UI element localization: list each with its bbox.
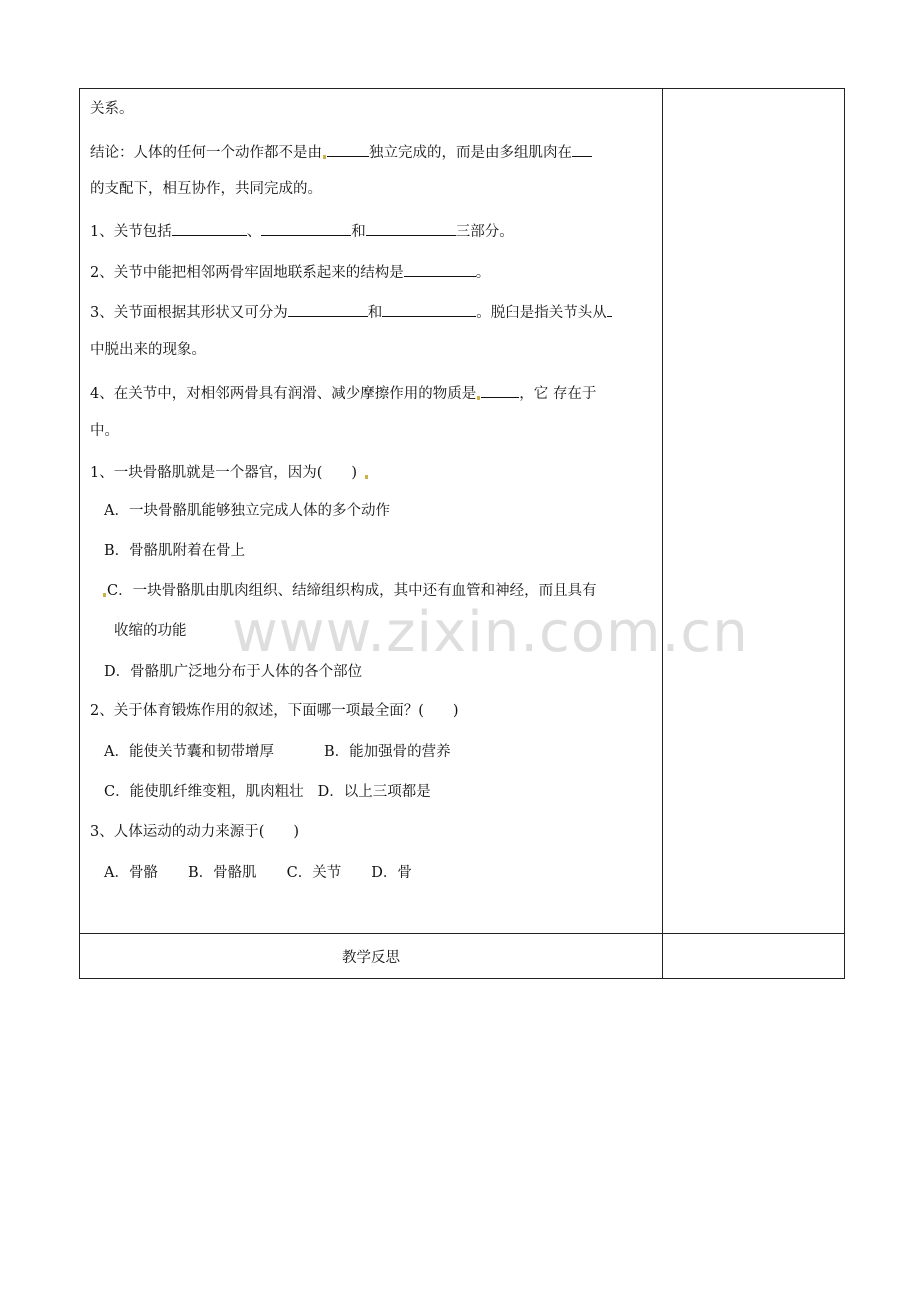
- mark-dot: [103, 593, 106, 597]
- question-line: 3、关节面根据其形状又可分为 和 。脱臼是指关节头从: [90, 301, 612, 323]
- question-line: 1、关节包括 、 和 三部分。: [90, 220, 514, 242]
- option-line: A．能使关节囊和韧带增厚 B．能加强骨的营养: [104, 744, 451, 760]
- answer-blank: [572, 141, 592, 157]
- answer-blank: [404, 261, 476, 277]
- mark-dot: [477, 396, 480, 400]
- option-line: C．一块骨骼肌由肌肉组织、结缔组织构成，其中还有血管和神经，而且具有: [102, 581, 597, 601]
- question-line: 2、关节中能把相邻两骨牢固地联系起来的结构是 。: [90, 261, 490, 283]
- answer-blank: [288, 301, 368, 317]
- text-line: 中脱出来的现象。: [90, 342, 206, 358]
- answer-blank: [261, 220, 351, 236]
- option-line: 收缩的功能: [114, 623, 187, 639]
- watermark: www.zixin.com.cn: [232, 600, 749, 665]
- worksheet-table: [79, 88, 845, 979]
- conclusion-line: 结论：人体的任何一个动作都不是由 独立完成的，而是由多组肌肉在: [90, 141, 592, 163]
- column-divider: [662, 89, 663, 978]
- answer-blank: [382, 301, 476, 317]
- answer-blank: [172, 220, 247, 236]
- answer-blank: [481, 382, 519, 398]
- option-line: B．骨骼肌附着在骨上: [104, 543, 246, 559]
- option-line: C．能使肌纤维变粗，肌肉粗壮 D．以上三项都是: [104, 784, 431, 800]
- option-line: D．骨骼肌广泛地分布于人体的各个部位: [104, 664, 363, 680]
- text-line: 关系。: [90, 101, 134, 117]
- text-line: 中。: [90, 423, 119, 439]
- answer-blank: [607, 301, 612, 317]
- answer-blank: [327, 141, 369, 157]
- question-line: 4、在关节中，对相邻两骨具有润滑、减少摩擦作用的物质是 ，它 存在于: [90, 382, 596, 404]
- question-line: 1、一块骨骼肌就是一个器官，因为( ): [90, 463, 369, 483]
- question-line: 2、关于体育锻炼作用的叙述，下面哪一项最全面？( ): [90, 703, 459, 719]
- option-line: A．骨骼 B．骨骼肌 C．关节 D．骨: [104, 865, 412, 881]
- answer-blank: [366, 220, 456, 236]
- question-line: 3、人体运动的动力来源于( ): [90, 824, 300, 840]
- mark-dot: [323, 155, 326, 159]
- option-line: A．一块骨骼肌能够独立完成人体的多个动作: [104, 503, 390, 519]
- text-line: 的支配下，相互协作，共同完成的。: [90, 181, 322, 197]
- teaching-reflection-label: 教学反思: [342, 949, 400, 966]
- mark-dot: [365, 475, 368, 479]
